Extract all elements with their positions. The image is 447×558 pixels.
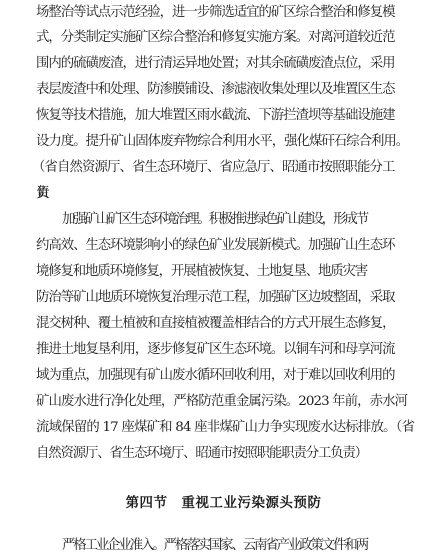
text-line: 推进土地复垦利用，逐步修复矿区生态环境。以铜车河和母享河流 (36, 342, 395, 357)
text-line: 防治等矿山地质环境恢复治理示范工程，加强矿区边坡整固，采取 (36, 290, 395, 305)
text-line: 域为重点，加强现有矿山废水循环回收利用，对于难以回收利用的 (36, 368, 395, 383)
text-line: 自然资源厅、省生态环境厅、昭通市按照职能职责分工负责） (36, 446, 367, 461)
text-line: 矿山废水进行净化处理，严格防范重金属污染。2023 年前，赤水河 (36, 394, 408, 409)
text-line: 表层废渣中和处理、防渗膜铺设、渗滤液收集处理以及堆置区生态 (36, 82, 395, 97)
text-line: 混交树种、覆土植被和直接植被覆盖相结合的方式开展生态修复， (36, 316, 395, 331)
text-line: 严格工业企业准入。严格落实国家、云南省产业政策文件和两 (62, 538, 367, 553)
text-line: 设力度。提升矿山固体废弃物综合利用水平，强化煤矸石综合利用。 (36, 134, 409, 149)
text-line: 围内的硫磺废渣，进行清运异地处置；对其余硫磺废渣点位，采用 (36, 56, 395, 71)
text-line: （省自然资源厅、省生态环境厅、省应急厅、昭通市按照职能分工 (32, 160, 395, 175)
text-line: 流域保留的 17 座煤矿和 84 座非煤矿山力争实现废水达标排放。（省 (36, 420, 415, 435)
text-line: 约高效、生态环境影响小的绿色矿业发展新模式。加强矿山生态环 (36, 238, 395, 253)
text-line: 负责） (36, 186, 38, 201)
text-line: 恢复等技术措施，加大堆置区雨水截流、下游拦渣坝等基础设施建 (36, 108, 395, 123)
section-heading: 第四节 重视工业污染源头预防 (125, 495, 322, 511)
text-line: 境修复和地质环境修复，开展植被恢复、土地复垦、地质灾害 (36, 264, 367, 279)
text-line: 场整治等试点示范经验，进一步筛选适宜的矿区综合整治和修复模 (36, 5, 395, 20)
text-line: 式，分类制定实施矿区综合整治和修复实施方案。对离河道较近范 (36, 30, 395, 45)
text-line: 加强矿山矿区生态环境治理。积极推进绿色矿山建设，形成节 (62, 212, 367, 227)
